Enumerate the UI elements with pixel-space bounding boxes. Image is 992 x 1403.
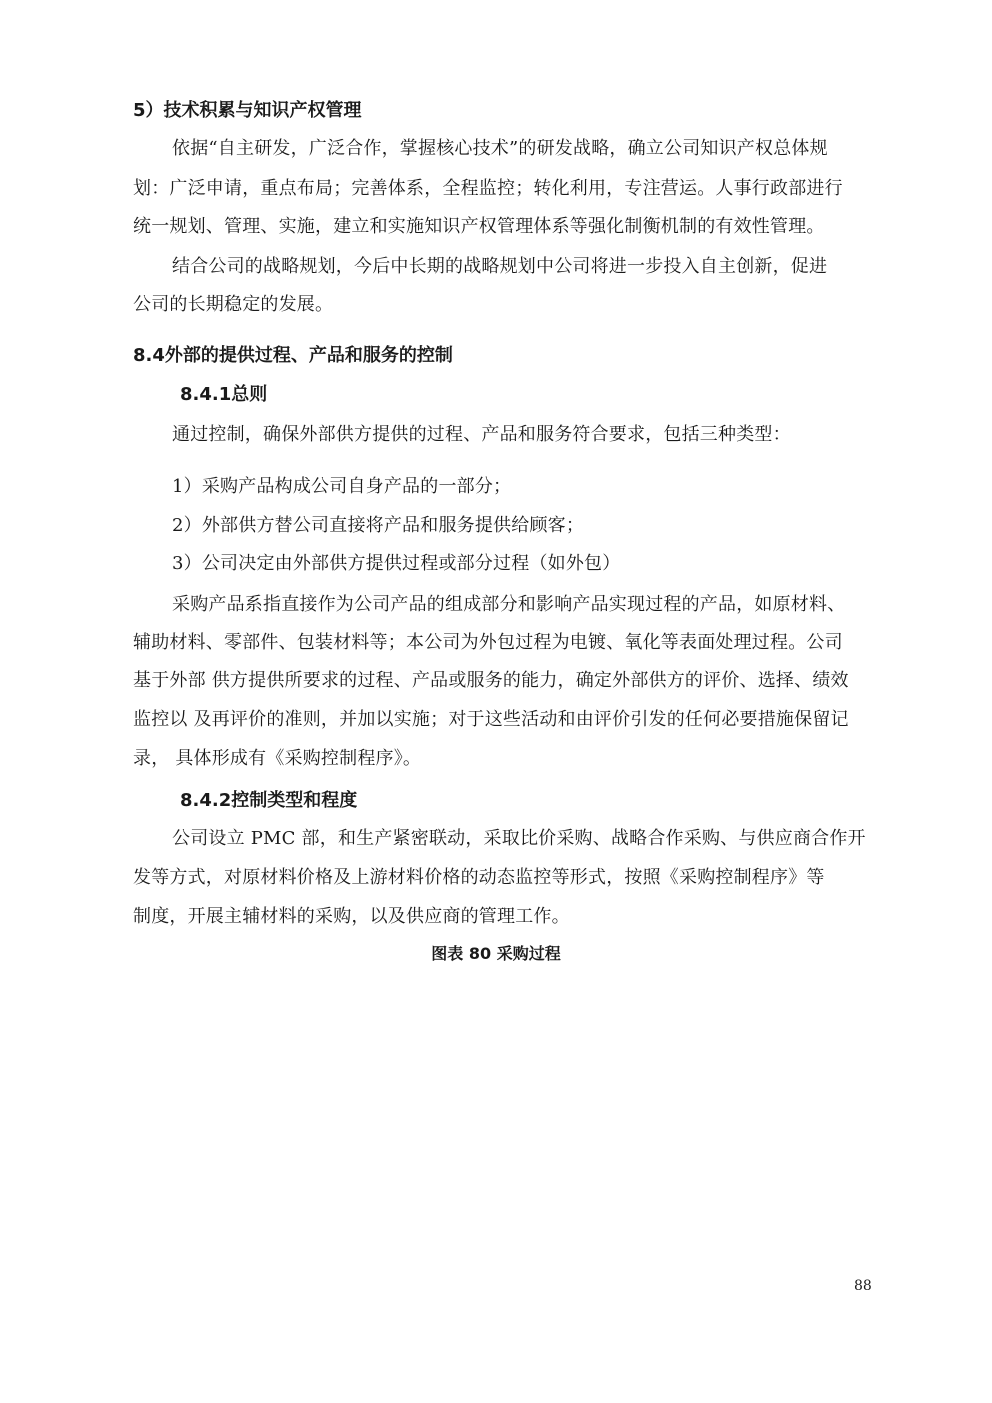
paragraph-line: 录， 具体形成有《采购控制程序》。 xyxy=(133,748,422,769)
paragraph-line: 统一规划、管理、实施，建立和实施知识产权管理体系等强化制衡机制的有效性管理。 xyxy=(133,216,825,237)
section-heading-8-4-2: 8.4.2控制类型和程度 xyxy=(180,790,358,811)
list-item: 3）公司决定由外部供方提供过程或部分过程（如外包） xyxy=(172,553,621,574)
list-item: 2）外部供方替公司直接将产品和服务提供给顾客； xyxy=(172,515,585,536)
section-heading-8-4-1: 8.4.1总则 xyxy=(180,384,268,405)
paragraph-line: 公司的长期稳定的发展。 xyxy=(133,294,334,315)
paragraph-line: 制度，开展主辅材料的采购，以及供应商的管理工作。 xyxy=(133,906,570,927)
paragraph-line: 发等方式，对原材料价格及上游材料价格的动态监控等形式，按照《采购控制程序》等 xyxy=(133,867,825,888)
paragraph-line: 通过控制，确保外部供方提供的过程、产品和服务符合要求，包括三种类型： xyxy=(172,424,791,445)
figure-caption: 图表 80 采购过程 xyxy=(431,944,561,963)
paragraph-line: 依据“自主研发，广泛合作，掌握核心技术”的研发战略，确立公司知识产权总体规 xyxy=(172,138,828,159)
page-number: 88 xyxy=(854,1278,872,1294)
paragraph-line: 辅助材料、零部件、包装材料等；本公司为外包过程为电镀、氧化等表面处理过程。公司 xyxy=(133,632,843,653)
list-item: 1）采购产品构成公司自身产品的一部分； xyxy=(172,476,512,497)
paragraph-line: 公司设立 PMC 部，和生产紧密联动，采取比价采购、战略合作采购、与供应商合作开 xyxy=(172,828,866,849)
paragraph-line: 基于外部 供方提供所要求的过程、产品或服务的能力，确定外部供方的评价、选择、绩效 xyxy=(133,670,849,691)
section-heading-8-4: 8.4外部的提供过程、产品和服务的控制 xyxy=(133,345,453,366)
section-heading-5: 5）技术积累与知识产权管理 xyxy=(133,100,362,121)
paragraph-line: 划：广泛申请，重点布局；完善体系，全程监控；转化利用，专注营运。人事行政部进行 xyxy=(133,178,843,199)
paragraph-line: 监控以 及再评价的准则，并加以实施；对于这些活动和由评价引发的任何必要措施保留记 xyxy=(133,709,849,730)
paragraph-line: 采购产品系指直接作为公司产品的组成部分和影响产品实现过程的产品，如原材料、 xyxy=(172,594,846,615)
paragraph-line: 结合公司的战略规划，今后中长期的战略规划中公司将进一步投入自主创新，促进 xyxy=(172,256,828,277)
